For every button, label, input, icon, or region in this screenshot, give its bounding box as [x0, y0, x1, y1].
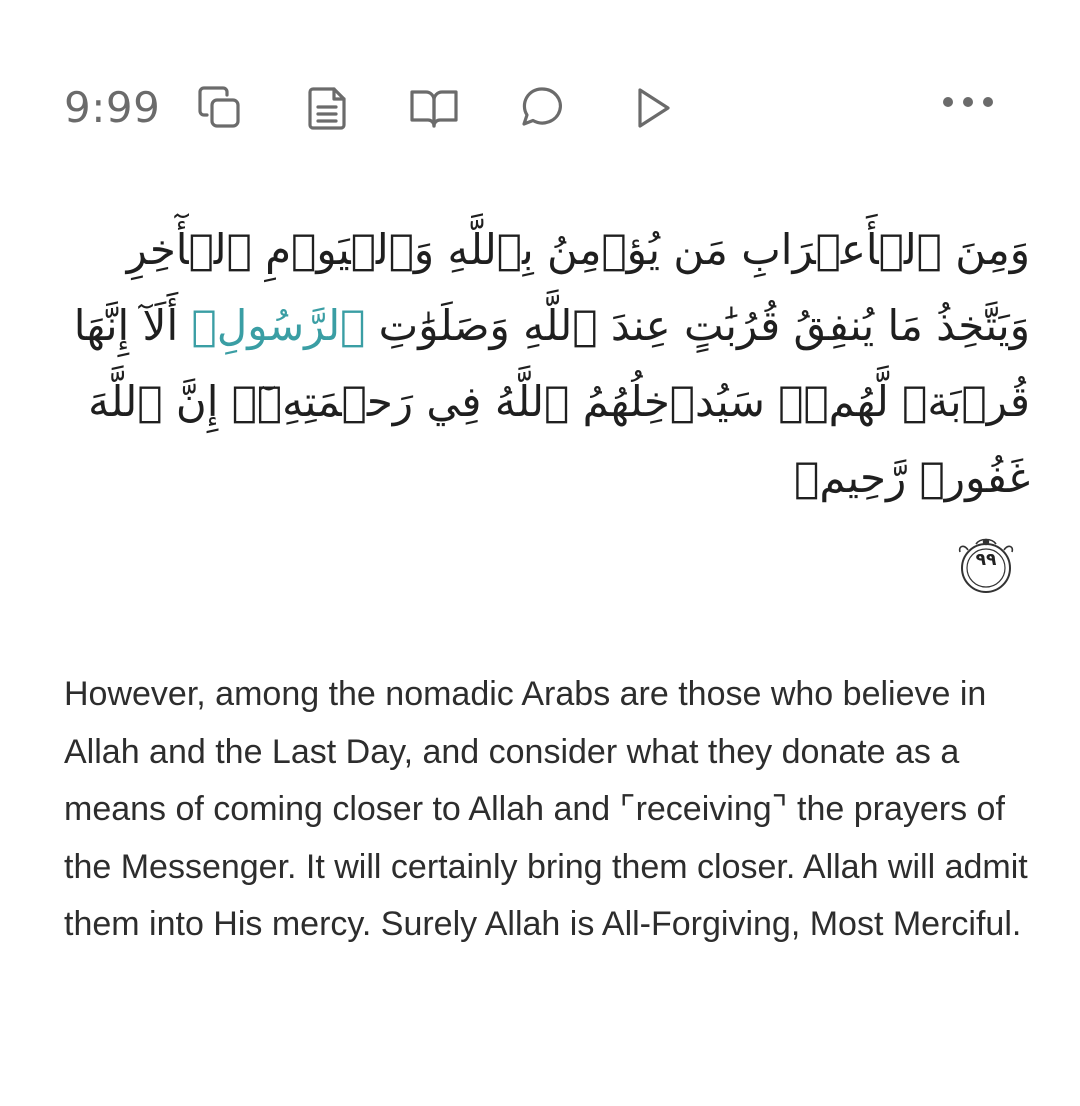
ayah-number-marker: [954, 534, 1018, 596]
comment-icon[interactable]: [516, 82, 568, 134]
arabic-verse-segment: أَلَآ إِنَّهَا قُرۡبَةٞ لَّهُمۡۚ سَيُدۡخِلُهُمُ ٱللَّهُ فِي رَحۡمَتِهِۦٓۚ إِنَّ ٱللَّهَ غَفُورٞ رَّحِيمٞ: [73, 301, 1030, 502]
arabic-verse-segment: وَمِنَ ٱلۡأَعۡرَابِ مَن يُؤۡمِنُ بِٱللَّهِ وَٱلۡيَوۡمِ ٱلۡأٓخِرِ وَيَتَّخِذُ مَا يُنفِقُ قُرُبَٰتٍ عِندَ ٱللَّهِ وَصَلَوَٰتِ: [126, 225, 1030, 350]
copy-icon[interactable]: [194, 82, 246, 134]
arabic-verse-text: [64, 212, 1030, 516]
play-icon[interactable]: [626, 82, 678, 134]
translation-text: However, among the nomadic Arabs are those who believe in Allah and the Last Day, and consider what they donate as a means of coming closer to Allah and ⌜receiving⌝ the prayers of the Messenger. It will certainly bring them closer. Allah will admit them into His mercy. Surely Allah is All-Forgiving, Most Merciful.: [64, 675, 1028, 943]
ayah-number: ٩٩: [975, 550, 997, 570]
verse-key-label[interactable]: 9:99: [64, 83, 161, 132]
more-icon[interactable]: [940, 76, 996, 128]
reflections-icon[interactable]: [408, 82, 460, 134]
tafsir-icon[interactable]: [302, 82, 354, 134]
highlighted-word[interactable]: ٱلرَّسُولِۚ: [191, 301, 366, 350]
verse-toolbar: [0, 70, 1080, 146]
